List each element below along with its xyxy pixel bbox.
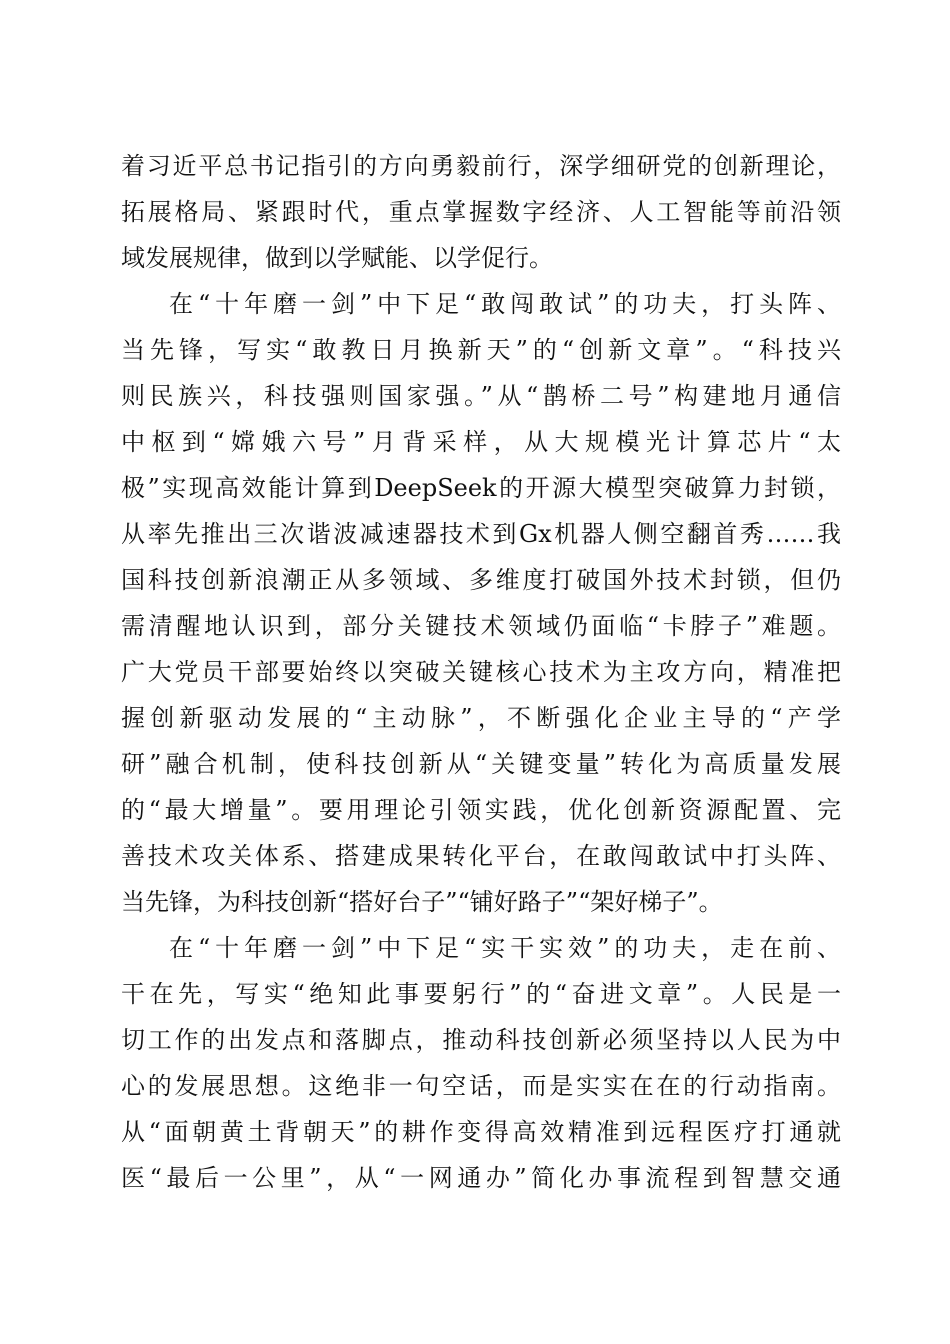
text-line: 国科技创新浪潮正从多领域、多维度打破国外技术封锁，但仍 xyxy=(121,566,841,594)
text-line: 需清醒地认识到，部分关键技术领域仍面临“卡脖子”难题。 xyxy=(121,612,841,640)
text-line: 当先锋，写实“敢教日月换新天”的“创新文章”。“科技兴 xyxy=(121,336,841,364)
text-line: 切工作的出发点和落脚点，推动科技创新必须坚持以人民为中 xyxy=(121,1026,841,1054)
paragraph-3 xyxy=(121,925,841,1201)
body-text xyxy=(121,143,841,1201)
text-line: 干在先，写实“绝知此事要躬行”的“奋进文章”。人民是一 xyxy=(121,980,841,1008)
text-line: 域发展规律，做到以学赋能、以学促行。 xyxy=(121,244,553,272)
text-line: 在“十年磨一剑”中下足“敢闯敢试”的功夫，打头阵、 xyxy=(169,290,841,318)
text-line: 着习近平总书记指引的方向勇毅前行，深学细研党的创新理论， xyxy=(121,152,841,180)
text-line: 研”融合机制，使科技创新从“关键变量”转化为高质量发展 xyxy=(121,750,841,778)
text-line: 的“最大增量”。要用理论引领实践，优化创新资源配置、完 xyxy=(121,796,841,824)
paragraph-2 xyxy=(121,281,841,925)
text-line: 善技术攻关体系、搭建成果转化平台，在敢闯敢试中打头阵、 xyxy=(121,842,841,870)
text-line: 极”实现高效能计算到DeepSeek的开源大模型突破算力封锁， xyxy=(121,474,841,502)
text-line: 心的发展思想。这绝非一句空话，而是实实在在的行动指南。 xyxy=(121,1072,841,1100)
text-line: 握创新驱动发展的“主动脉”，不断强化企业主导的“产学 xyxy=(121,704,841,732)
text-line: 从“面朝黄土背朝天”的耕作变得高效精准到远程医疗打通就 xyxy=(121,1118,841,1146)
text-line: 在“十年磨一剑”中下足“实干实效”的功夫，走在前、 xyxy=(169,934,841,962)
text-line: 拓展格局、紧跟时代，重点掌握数字经济、人工智能等前沿领 xyxy=(121,198,841,226)
text-line: 则民族兴，科技强则国家强。”从“鹊桥二号”构建地月通信 xyxy=(121,382,841,410)
paragraph-1 xyxy=(121,143,841,281)
text-line: 广大党员干部要始终以突破关键核心技术为主攻方向，精准把 xyxy=(121,658,841,686)
text-line: 当先锋，为科技创新“搭好台子”“铺好路子”“架好梯子”。 xyxy=(121,888,723,916)
text-line: 医“最后一公里”，从“一网通办”简化办事流程到智慧交通 xyxy=(121,1164,841,1192)
text-line: 从率先推出三次谐波减速器技术到Gx机器人侧空翻首秀……我 xyxy=(121,520,841,548)
text-line: 中枢到“嫦娥六号”月背采样，从大规模光计算芯片“太 xyxy=(121,428,841,456)
